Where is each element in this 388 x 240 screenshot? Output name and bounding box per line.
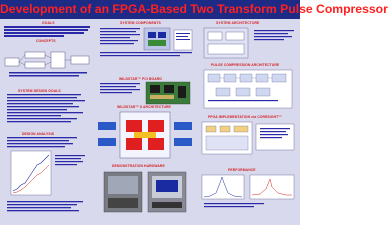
concepts-diagram (3, 44, 93, 82)
concepts-heading: CONCEPTS (36, 39, 56, 43)
performance-heading: PERFORMANCE (228, 168, 256, 172)
wildstar-ii-graphics (96, 110, 196, 162)
pulse-compression-heading: PULSE COMPRESSION ARCHITECTURE (211, 63, 280, 67)
demonstration-heading: DEMONSTRATION HARDWARE (112, 164, 165, 168)
goals-text (3, 26, 93, 39)
fpga-implementation-heading: FPGA IMPLEMENTATION via CORESIGHT™ (208, 115, 282, 119)
system-components-heading: SYSTEM COMPONENTS (120, 21, 161, 25)
system-architecture-heading: SYSTEM ARCHITECTURE (216, 21, 260, 25)
system-components-graphics (96, 26, 196, 80)
fpga-implementation-diagram (200, 120, 298, 158)
design-analysis-graphics (3, 137, 93, 221)
pulse-compression-graphics (200, 68, 298, 112)
wildstar-pci-heading: WILDSTAR™ PCI BOARD (119, 77, 162, 81)
design-analysis-body (3, 137, 93, 221)
concepts-diagram-svg (3, 44, 93, 82)
system-architecture-graphics (200, 26, 298, 62)
system-components-body (96, 26, 196, 80)
poster-title: Development of an FPGA-Based Two Transform Pulse Compressor (0, 2, 388, 16)
performance-plots (200, 173, 298, 215)
system-design-goals-lines (3, 94, 93, 130)
goals-text-lines (3, 26, 93, 39)
demonstration-photos (100, 170, 190, 216)
wildstar-ii-heading: WILDSTAR™ II ARCHITECTURE (117, 105, 171, 109)
system-design-goals-list (3, 94, 93, 130)
wildstar-ii-diagram (96, 110, 196, 162)
performance-graphics (200, 173, 298, 215)
system-design-goals-heading: SYSTEM DESIGN GOALS (18, 89, 61, 93)
fpga-implementation-graphics (200, 120, 298, 158)
pulse-compression-diagram (200, 68, 298, 112)
goals-heading: GOALS (42, 21, 55, 25)
demonstration-graphics (100, 170, 190, 216)
system-architecture-diagram (200, 26, 298, 62)
design-analysis-heading: DESIGN ANALYSIS (22, 132, 55, 136)
